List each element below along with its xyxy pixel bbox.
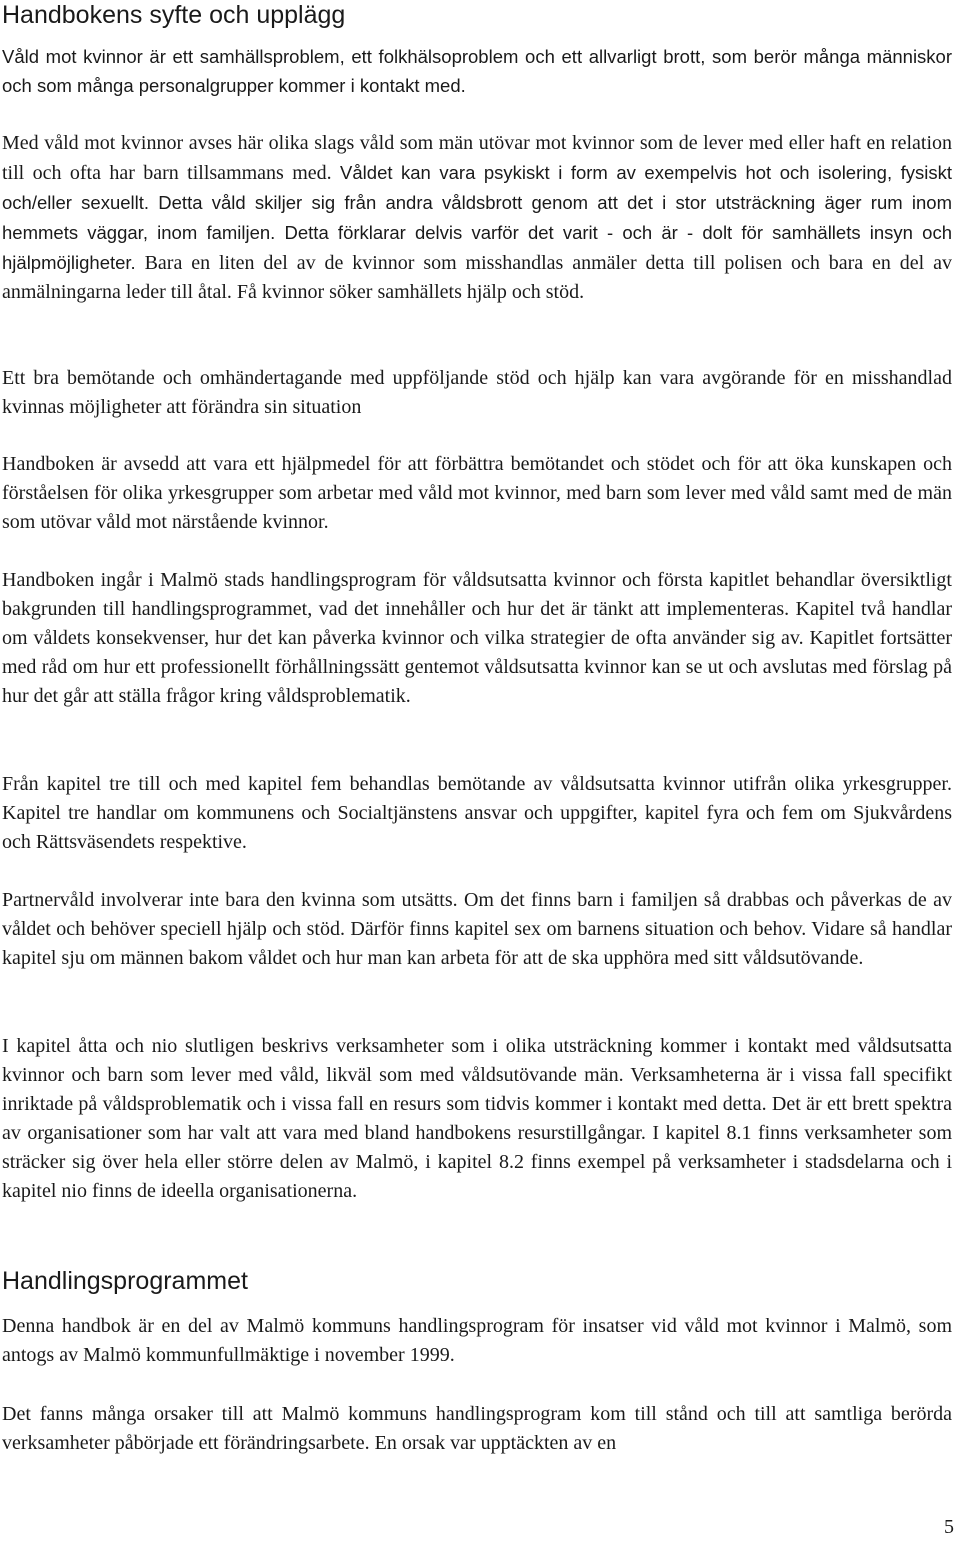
page-number: 5 xyxy=(944,1516,954,1538)
paragraph-4: Handboken är avsedd att vara ett hjälpmedel för att förbättra bemötandet och stödet och för att öka kunskapen och förståelsen för olika yrkesgrupper som arbetar med våld mot kvinnor, med barn som lever med våld samt med de män som utövar våld mot närstående kvinnor. xyxy=(2,453,952,533)
paragraph-8: I kapitel åtta och nio slutligen beskrivs verksamheter som i olika utsträckning kommer i kontakt med våldsutsatta kvinnor och barn som lever med våld, likväl som med våldsutövande män. Verksamheterna är i vissa fall specifikt inriktade på våldsproblematik och i vissa fall en resurs som tidvis kommer i kontakt med detta. Det är ett brett spektra av organisationer som har valt att vara med bland handbokens resurstillgångar. I kapitel 8.1 finns verksamheter som sträcker sig över hela eller större delen av Malmö, i kapitel 8.2 finns exempel på verksamheter i stadsdelarna och i kapitel nio finns de ideella organisationerna. xyxy=(2,1035,952,1202)
section-heading-handlingsprogrammet: Handlingsprogrammet xyxy=(2,1267,248,1295)
paragraph-6: Från kapitel tre till och med kapitel fem behandlas bemötande av våldsutsatta kvinnor utifrån olika yrkesgrupper. Kapitel tre handlar om kommunens och Socialtjänstens ansvar och uppgifter, kapitel fyra och fem om Sjukvårdens och Rättsväsendets respektive. xyxy=(2,773,952,853)
paragraph-7: Partnervåld involverar inte bara den kvinna som utsätts. Om det finns barn i familjen så drabbas och påverkas de av våldet och behöver speciell hjälp och stöd. Därför finns kapitel sex om barnens situation och behov. Vidare så handlar kapitel sju om männen bakom våldet och hur man kan arbeta för att de ska upphöra med sitt våldsutövande. xyxy=(2,889,952,969)
paragraph-2-sans-run: Våldet kan vara psykiskt i form av exempelvis hot och isolering, fysiskt och/eller sexuellt. Detta våld skiljer sig från andra våldsbrott genom att det i stor utsträckning äger rum inom hemmets väggar, inom familjen. Detta förklarar delvis varför det varit - och är - dolt för samhällets insyn och hjälpmöjligheter. xyxy=(2,162,952,273)
paragraph-5: Handboken ingår i Malmö stads handlingsprogram för våldsutsatta kvinnor och första kapitlet behandlar översiktligt bakgrunden till handlingsprogrammet, vad det innehåller och hur det är tänkt att implementeras. Kapitel två handlar om våldets konsekvenser, hur det kan påverka kvinnor och vilka strategier de ofta använder sig av. Kapitlet fortsätter med råd om hur ett professionellt förhållningssätt gentemot våldsutsatta kvinnor kan se ut och avslutas med förslag på hur det går att ställa frågor kring våldsproblematik. xyxy=(2,569,952,707)
paragraph-2: Med våld mot kvinnor avses här olika slags våld som män utövar mot kvinnor som de lever med eller haft en relation till och ofta har barn tillsammans med. Våldet kan vara psykiskt i form av exempelvis hot och isolering, fysiskt och/eller sexuellt. Detta våld skiljer sig från andra våldsbrott genom att det i stor utsträckning äger rum inom hemmets väggar, inom familjen. Detta förklarar delvis varför det varit - och är - dolt för samhällets insyn och hjälpmöjligheter. Bara en liten del av de kvinnor som misshandlas anmäler detta till polisen och bara en del av anmälningarna leder till åtal. Få kvinnor söker samhällets hjälp och stöd. xyxy=(2,132,952,303)
paragraph-3: Ett bra bemötande och omhändertagande med uppföljande stöd och hjälp kan vara avgörande för en misshandlad kvinnas möjligheter att förändra sin situation xyxy=(2,367,952,418)
section-heading-syfte: Handbokens syfte och upplägg xyxy=(2,1,346,29)
paragraph-9: Denna handbok är en del av Malmö kommuns handlingsprogram för insatser vid våld mot kvinnor i Malmö, som antogs av Malmö kommunfullmäktige i november 1999. xyxy=(2,1315,952,1366)
paragraph-1: Våld mot kvinnor är ett samhällsproblem, ett folkhälsoproblem och ett allvarligt brott, som berör många människor och som många personalgrupper kommer i kontakt med. xyxy=(2,46,952,97)
paragraph-10: Det fanns många orsaker till att Malmö kommuns handlingsprogram kom till stånd och till att samtliga berörda verksamheter påbörjade ett förändringsarbete. En orsak var upptäckten av en xyxy=(2,1403,952,1454)
